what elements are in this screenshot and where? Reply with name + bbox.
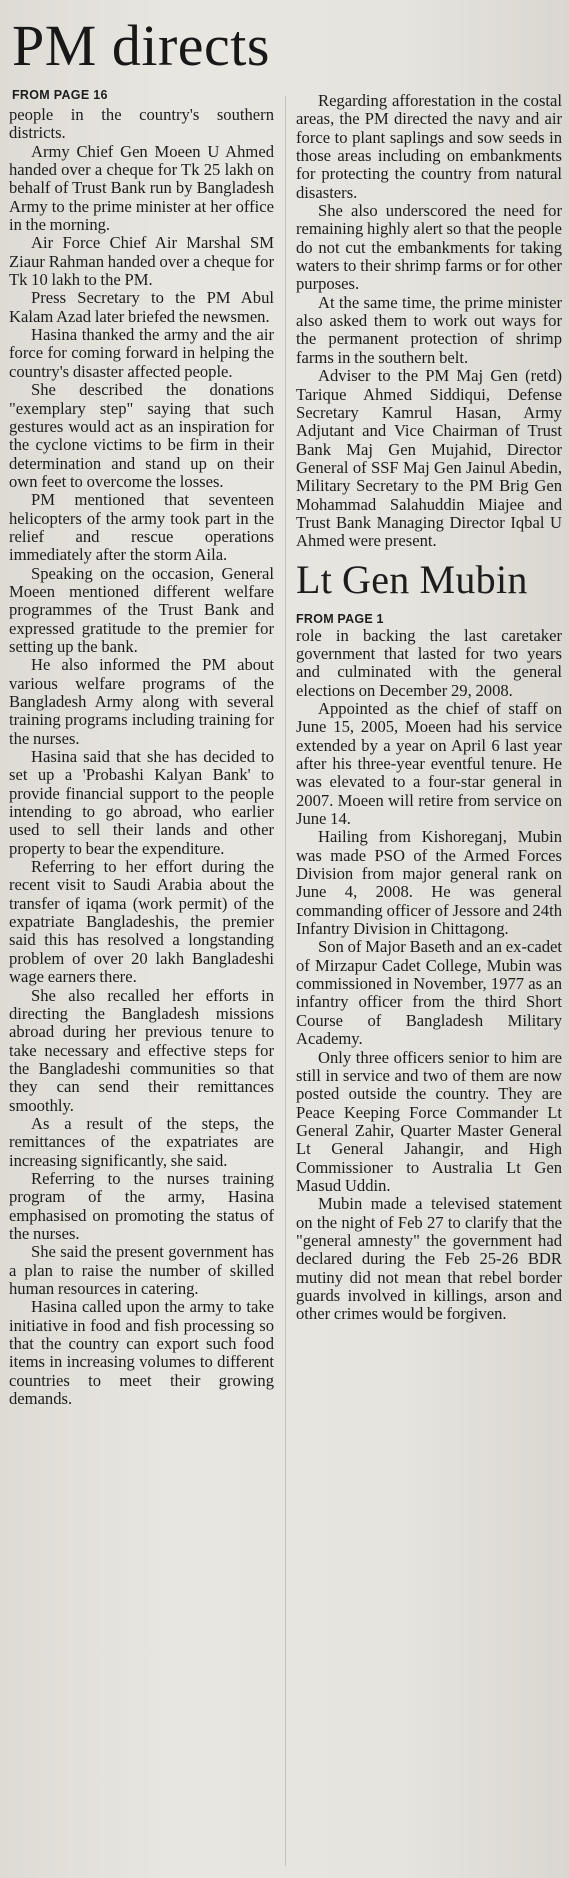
- body-paragraph: She also underscored the need for remaining highly alert so that the people do not cut the embankments for taking waters to their shrimp farms or for other purposes.: [296, 201, 562, 294]
- body-paragraph: Appointed as the chief of staff on June 15, 2005, Moeen had his service extended by a year on April 6 last year after his three-year eventful tenure. He was elevated to a four-star general in 2007. Moeen will retire from service on June 14.: [296, 698, 562, 829]
- body-paragraph: Adviser to the PM Maj Gen (retd) Tarique Ahmed Siddiqui, Defense Secretary Kamrul Hasan, Army Adjutant and Vice Chairman of Trust Bank Maj Gen Mujahid, Director General of SSF Maj Gen Jainul Abedin, Military Secretary to the PM Brig Gen Mohammad Salahuddin Miajee and Trust Bank Managing Director Iqbal U Ahmed were present.: [296, 366, 562, 551]
- body-paragraph: As a result of the steps, the remittances of the expatriates are increasing significantly, she said.: [9, 1113, 274, 1170]
- body-paragraph: role in backing the last caretaker government that lasted for two years and culminated with the general elections on December 29, 2008.: [296, 625, 562, 700]
- body-paragraph: She also recalled her efforts in directing the Bangladesh missions abroad during her previous tenure to take necessary and effective steps for the Bangladeshi communities so that they can send their remittances smoothly.: [9, 985, 274, 1115]
- body-paragraph: At the same time, the prime minister also asked them to work out ways for the permanent protection of shrimp farms in the southern belt.: [296, 292, 562, 367]
- body-paragraph: Press Secretary to the PM Abul Kalam Azad later briefed the newsmen.: [9, 288, 274, 326]
- body-paragraph: Hasina thanked the army and the air force for coming forward in helping the country's disaster affected people.: [9, 325, 274, 381]
- headline-pm-directs: PM directs: [12, 13, 270, 78]
- body-paragraph: Regarding afforestation in the costal areas, the PM directed the navy and air force to plant saplings and sow seeds in those areas including on embankments for protecting the country from natural disasters.: [296, 91, 562, 202]
- right-column: [296, 92, 562, 1324]
- body-paragraph: He also informed the PM about various welfare programs of the Bangladesh Army along with several training programs including training for the nurses.: [9, 655, 274, 748]
- body-paragraph: Hasina said that she has decided to set up a 'Probashi Kalyan Bank' to provide financial support to the people intending to go abroad, who earlier used to sell their lands and other property to bear the expenditure.: [9, 747, 274, 858]
- body-paragraph: Mubin made a televised statement on the night of Feb 27 to clarify that the "general amnesty" the government had declared during the Feb 25-26 BDR mutiny did not mean that rebel border guards involved in killings, arson and other crimes would be forgiven.: [296, 1194, 562, 1324]
- headline-lt-gen-mubin: Lt Gen Mubin: [296, 556, 528, 602]
- jump-label-from-page-1: FROM PAGE 1: [296, 611, 384, 626]
- body-paragraph: Referring to the nurses training program of the army, Hasina emphasised on promoting the status of the nurses.: [9, 1168, 274, 1243]
- body-paragraph: Hailing from Kishoreganj, Mubin was made PSO of the Armed Forces Division from major general rank on June 4, 2008. He was general commanding officer of Jessore and 24th Infantry Division in Chittagong.: [296, 827, 562, 939]
- body-paragraph: She described the donations "exemplary step" saying that such gestures would act as an inspiration for the cyclone victims to be firm in their determination and stand up on their own feet to overcome the losses.: [9, 380, 274, 491]
- body-paragraph: She said the present government has a plan to raise the number of skilled human resources in catering.: [9, 1242, 274, 1298]
- article-pm-directs-column-1: [9, 106, 274, 1408]
- body-paragraph: Only three officers senior to him are still in service and two of them are now posted outside the country. They are Peace Keeping Force Commander Lt General Zahir, Quarter Master General Lt General Jahangir, and High Commissioner to Australia Lt Gen Masud Uddin.: [296, 1047, 562, 1195]
- jump-label-from-page-16: FROM PAGE 16: [12, 88, 108, 102]
- body-paragraph: Referring to her effort during the recent visit to Saudi Arabia about the transfer of iqama (work permit) of the expatriate Bangladeshis, the premier said this has resolved a longstanding problem of over 20 lakh Bangladeshi wage earners there.: [9, 857, 274, 987]
- body-paragraph: Son of Major Baseth and an ex-cadet of Mirzapur Cadet College, Mubin was commissioned in November, 1977 as an infantry officer from the third Short Course of Bangladesh Military Academy.: [296, 937, 562, 1049]
- body-paragraph: Speaking on the occasion, General Moeen mentioned different welfare programmes of the Trust Bank and expressed gratitude to the premier for setting up the bank.: [9, 563, 274, 656]
- column-divider: [285, 96, 286, 1866]
- body-paragraph: Army Chief Gen Moeen U Ahmed handed over a cheque for Tk 25 lakh on behalf of Trust Bank run by Bangladesh Army to the prime minister at her office in the morning.: [9, 141, 274, 235]
- body-paragraph: people in the country's southern districts.: [9, 105, 274, 143]
- body-paragraph: PM mentioned that seventeen helicopters of the army took part in the relief and rescue operations immediately after the storm Aila.: [9, 490, 274, 565]
- body-paragraph: Hasina called upon the army to take initiative in food and fish processing so that the country can export such food items in increasing volumes to different countries to meet their growing demands.: [9, 1297, 274, 1409]
- body-paragraph: Air Force Chief Air Marshal SM Ziaur Rahman handed over a cheque for Tk 10 lakh to the PM.: [9, 233, 274, 290]
